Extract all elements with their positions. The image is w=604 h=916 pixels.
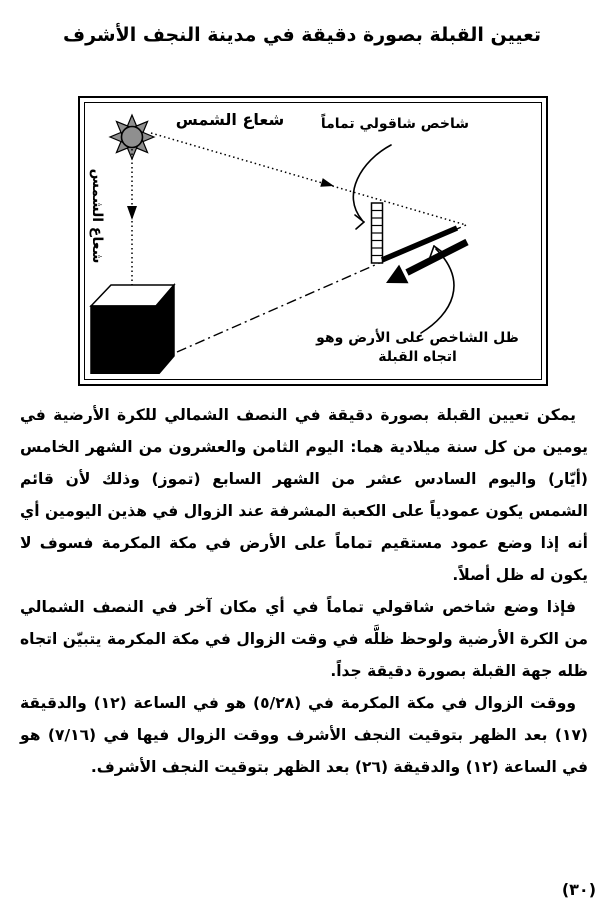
paragraph-1: يمكن تعيين القبلة بصورة دقيقة في النصف الشمالي للكرة الأرضية في يومين من كل سنة ميلادية هما: اليوم الثامن والعشرون من الشهر الخامس (أيّار) واليوم السادس عشر من الشهر السابع (تموز) وذلك لأن قائم الشمس يكون عمودياً على الكعبة المشرفة عند الزوال في هذين اليومين أي أنه إذا وضع عمود مستقيم تماماً على الأرض في مكة المكرمة فسوف لا يكون له ظل أصلاً.: [20, 406, 588, 584]
paragraph-3: ووقت الزوال في مكة المكرمة في (٥/٢٨) هو في الساعة (١٢) والدقيقة (١٧) بعد الظهر بتوقيت النجف الأشرف ووقت الزوال فيها في (٧/١٦) هو في الساعة (١٢) والدقيقة (٢٦) بعد الظهر بتوقيت النجف الأشرف.: [20, 694, 589, 776]
sun-ray-label: شعاع الشمس: [175, 110, 285, 129]
gnomon-pole: [372, 203, 383, 263]
shadow-direction-label: ظل الشاخص على الأرض وهو اتجاه القبلة: [316, 330, 519, 365]
sun-ray-diagonal-arrowhead: [320, 178, 335, 190]
gnomon-label: شاخص شاقولي تماماً: [320, 116, 469, 132]
body-text: [20, 399, 588, 783]
qibla-diagram: [84, 102, 542, 380]
qibla-diagram-frame: [78, 96, 548, 386]
qibla-arrow: [386, 242, 467, 283]
kaaba-cube: [91, 285, 174, 374]
page-title: تعيين القبلة بصورة دقيقة في مدينة النجف الأشرف: [63, 24, 541, 46]
sun-ray-vertical-label: شعاع الشمس: [89, 168, 105, 264]
sun-ray-diagonal-line: [151, 133, 466, 225]
sun-icon: [110, 115, 154, 159]
sun-ray-vertical-arrowhead: [127, 206, 137, 220]
paragraph-2: فإذا وضع شاخص شاقولي تماماً في أي مكان آخر في النصف الشمالي من الكرة الأرضية ولوحظ ظلَّه في وقت الزوال في مكة المكرمة يتبيّن اتجاه ظله جهة القبلة بصورة دقيقة جداً.: [20, 598, 588, 680]
page-number: (٣٠): [561, 880, 596, 899]
